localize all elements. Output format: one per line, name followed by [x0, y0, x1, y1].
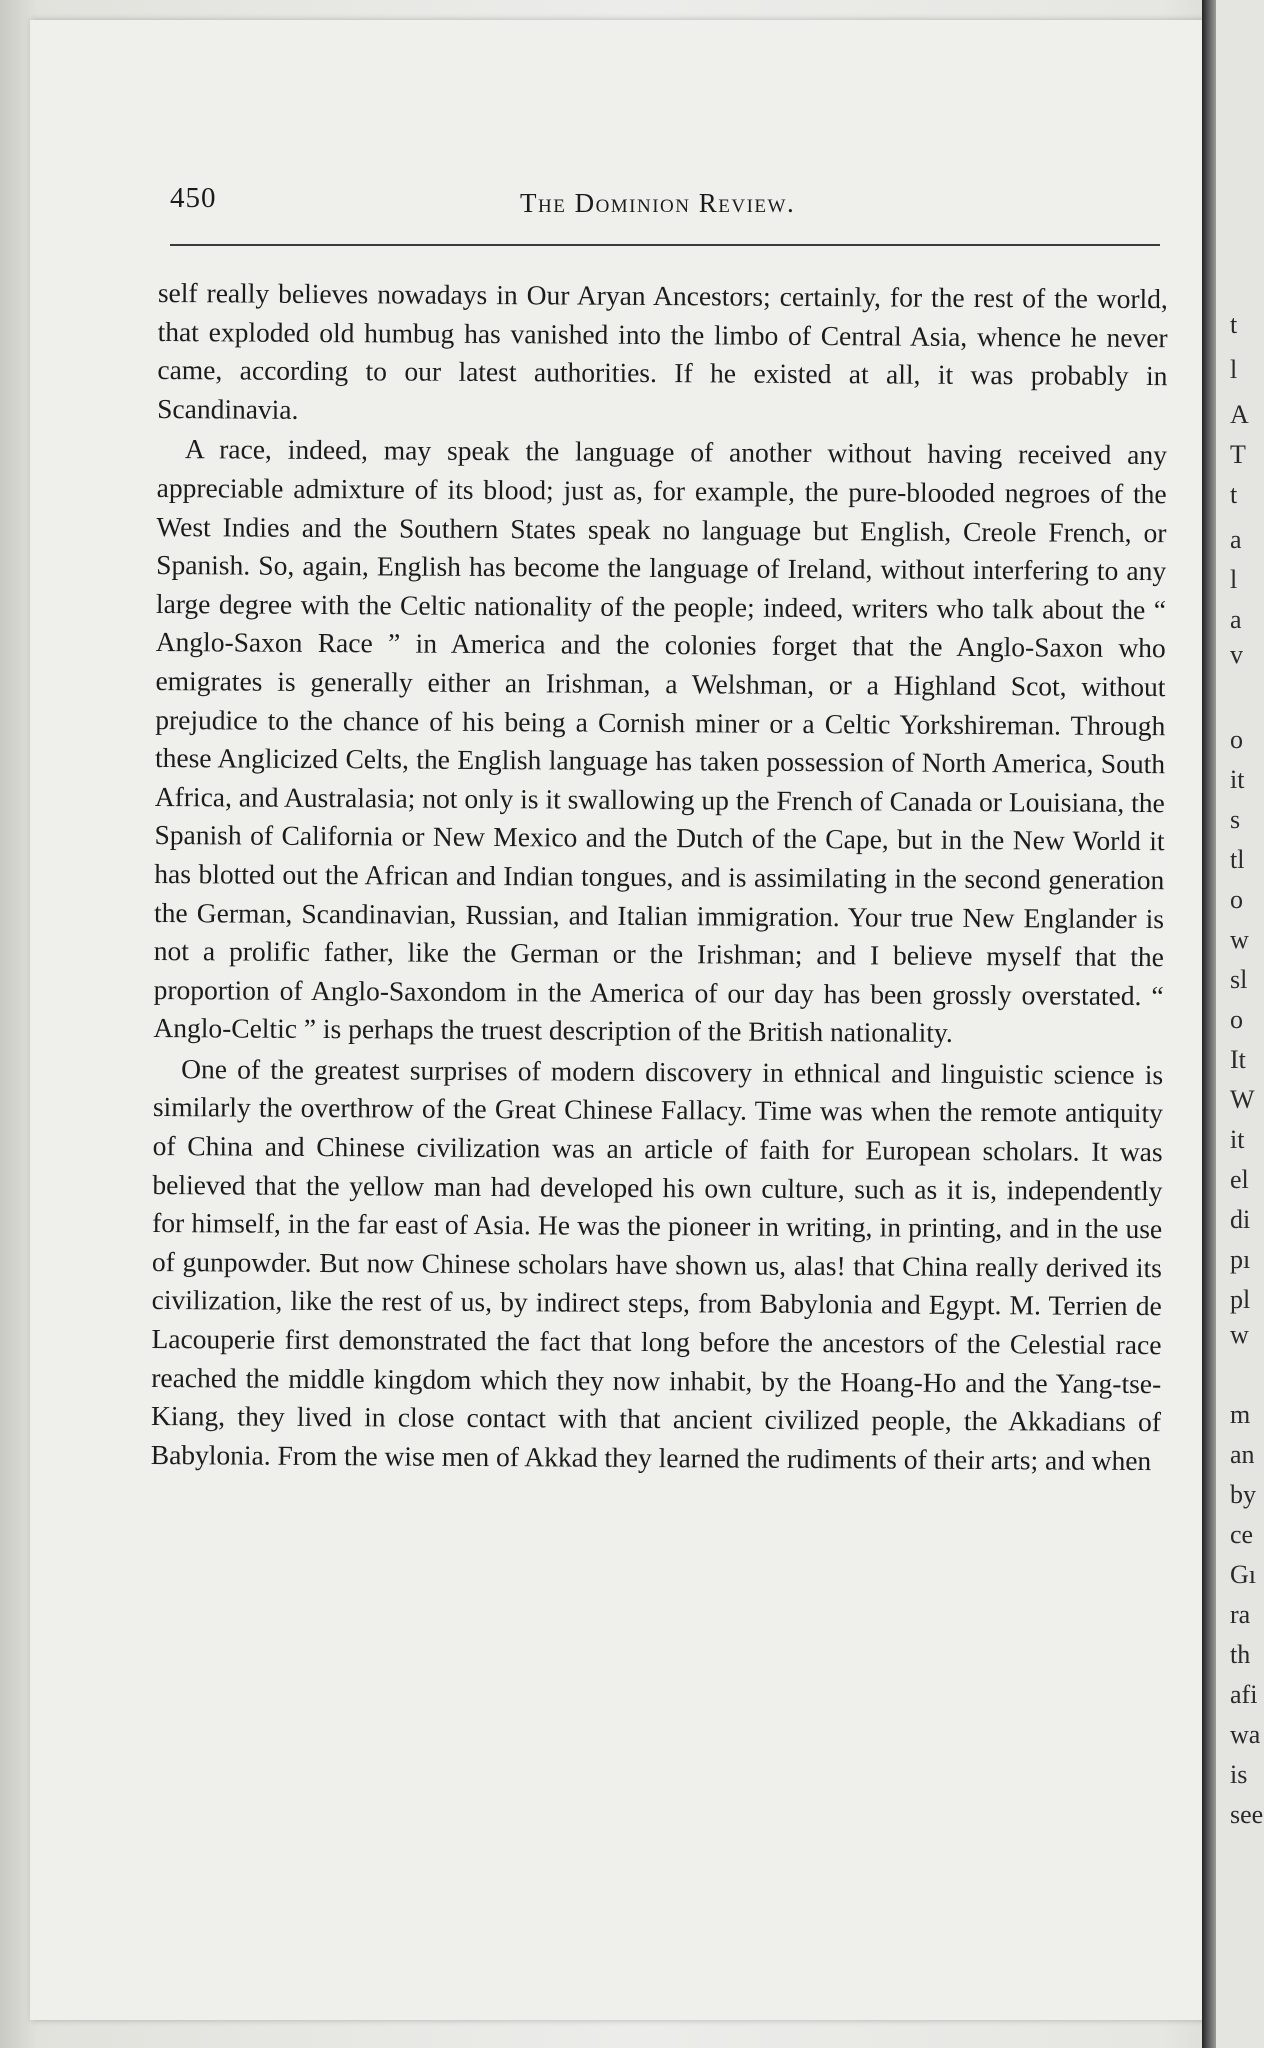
page-number: 450: [170, 182, 217, 214]
adjacent-page-fragment: v: [1230, 640, 1243, 669]
adjacent-page-fragment: is: [1230, 1760, 1248, 1789]
adjacent-page-fragment: m: [1230, 1400, 1251, 1429]
adjacent-page-fragment: l: [1230, 565, 1238, 594]
adjacent-page-fragment: pl: [1230, 1285, 1251, 1314]
adjacent-page-fragment: it: [1230, 1125, 1245, 1154]
page-header: [170, 182, 1160, 232]
running-title: The Dominion Review.: [520, 188, 796, 218]
adjacent-page-fragment: l: [1230, 355, 1238, 384]
adjacent-page-fragment: W: [1230, 1085, 1255, 1114]
header-rule: [170, 244, 1160, 246]
adjacent-page-fragment: t: [1230, 310, 1238, 339]
adjacent-page-fragment: It: [1230, 1045, 1246, 1074]
adjacent-page-fragment: ce: [1230, 1520, 1254, 1549]
adjacent-page-fragment: o: [1230, 885, 1243, 914]
page-gutter-shadow: [1202, 0, 1216, 2048]
adjacent-page-fragment: Gı: [1230, 1560, 1256, 1589]
body-text: [151, 274, 1168, 1481]
adjacent-page-fragment: o: [1230, 1005, 1243, 1034]
paragraph-language-race: A race, indeed, may speak the language of another without having received any appreciable admixture of its blood; just as, for example, the pure-blooded negroes of the West Indies and the Southern States speak no language but English, Creole French, or Spanish. So, again, English has become the language of Ireland, without interfering to any large degree with the Celtic nationality of the people; indeed, writers who talk about the “ Anglo-Saxon Race ” in America and the colonies forget that the Anglo-Saxon who emigrates is generally either an Irishman, a Welshman, or a Highland Scot, without prejudice to the chance of his being a Cornish miner or a Celtic Yorkshireman. Through these Anglicized Celts, the English language has taken possession of North America, South Africa, and Australasia; not only is it swallowing up the French of Canada or Louisiana, the Spanish of California or New Mexico and the Dutch of the Cape, but in the New World it has blotted out the African and Indian tongues, and is assimilating in the second generation the German, Scandinavian, Russian, and Italian immigration. Your true New Englander is not a prolific father, like the German or the Irishman; and I believe myself that the proportion of Anglo-Saxondom in the America of our day has been grossly overstated. “ Anglo-Celtic ” is perhaps the truest description of the British nationality.: [153, 433, 1168, 1049]
adjacent-page-fragment: w: [1230, 925, 1249, 954]
adjacent-page-fragment: tl: [1230, 845, 1245, 874]
adjacent-page-fragment: afi: [1230, 1680, 1258, 1709]
adjacent-page-fragment: t: [1230, 480, 1238, 509]
adjacent-page-fragment: w: [1230, 1320, 1249, 1349]
adjacent-page-fragment: wa: [1230, 1720, 1261, 1749]
adjacent-page-fragment: el: [1230, 1165, 1249, 1194]
adjacent-page-fragment: a: [1230, 605, 1242, 634]
adjacent-page-fragment: sl: [1230, 965, 1248, 994]
adjacent-page-fragment: ra: [1230, 1600, 1251, 1629]
adjacent-page-fragment: pı: [1230, 1245, 1251, 1274]
adjacent-page-fragment: s: [1230, 805, 1241, 834]
paragraph-continued: self really believes nowadays in Our Aryan Ancestors; certainly, for the rest of the world, that exploded old humbug has vanished into the limbo of Central Asia, whence he never came, according to our latest authorities. If he existed at all, it was probably in Scandinavia.: [157, 276, 1168, 425]
adjacent-page-fragment: it: [1230, 765, 1245, 794]
adjacent-page-fragment: o: [1230, 725, 1243, 754]
adjacent-page-fragment: T: [1230, 440, 1246, 469]
adjacent-page-fragment: by: [1230, 1480, 1256, 1509]
adjacent-page-fragment: di: [1230, 1205, 1251, 1234]
adjacent-page-fragment: a: [1230, 525, 1242, 554]
paragraph-chinese-fallacy: One of the greatest surprises of modern discovery in ethnical and linguistic science is similarly the overthrow of the Great Chinese Fallacy. Time was when the remote antiquity of China and Chinese civilization was an article of faith for European scholars. It was believed that the yellow man had developed his own culture, such as it is, independently for himself, in the far east of Asia. He was the pioneer in writing, in printing, and in the use of gunpowder. But now Chinese scholars have shown us, alas! that China really derived its civilization, like the rest of us, by indirect steps, from Babylonia and Egypt. M. Terrien de Lacouperie first demonstrated the fact that long before the ancestors of the Celestial race reached the middle kingdom which they now inhabit, by the Hoang-Ho and the Yang-tse-Kiang, they lived in close contact with that ancient civilized people, the Akkadians of Babylonia. From the wise men of Akkad they learned the rudiments of their arts; and when: [150, 1053, 1164, 1476]
adjacent-page-edge: [1216, 0, 1264, 2048]
adjacent-page-fragment: an: [1230, 1440, 1255, 1469]
adjacent-page-fragment: A: [1230, 400, 1249, 429]
adjacent-page-fragment: see: [1230, 1800, 1264, 1829]
adjacent-page-fragment: th: [1230, 1640, 1251, 1669]
